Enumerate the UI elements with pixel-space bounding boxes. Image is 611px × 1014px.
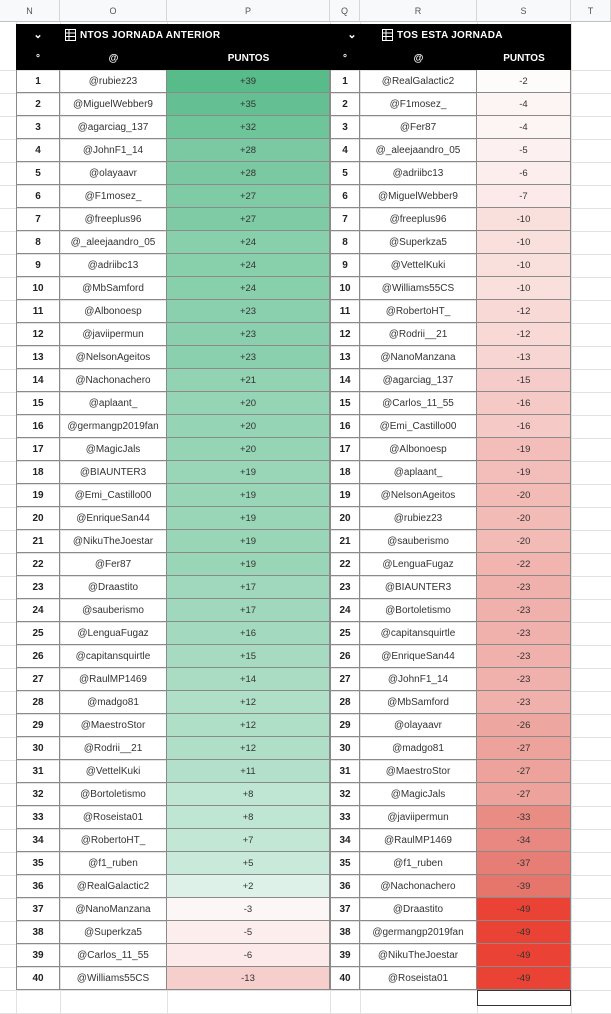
right-user-cell[interactable]: @NikuTheJoestar — [360, 944, 477, 967]
left-user-cell[interactable]: @EnriqueSan44 — [60, 507, 167, 530]
left-user-cell[interactable]: @Draastito — [60, 576, 167, 599]
col-header-n[interactable]: N — [0, 0, 60, 22]
right-rank-cell: 28 — [330, 691, 360, 714]
left-user-cell[interactable]: @agarciag_137 — [60, 116, 167, 139]
left-rank-cell: 18 — [16, 461, 60, 484]
left-user-cell[interactable]: @madgo81 — [60, 691, 167, 714]
sheet-grid-icon — [65, 29, 76, 41]
right-user-cell[interactable]: @RealGalactic2 — [360, 70, 477, 93]
right-head-points: PUNTOS — [477, 47, 571, 70]
left-rank-cell: 13 — [16, 346, 60, 369]
left-user-cell[interactable]: @JohnF1_14 — [60, 139, 167, 162]
right-points-cell: -10 — [477, 208, 571, 231]
left-points-cell: +32 — [167, 116, 330, 139]
left-user-cell[interactable]: @aplaant_ — [60, 392, 167, 415]
left-user-cell[interactable]: @MaestroStor — [60, 714, 167, 737]
right-user-cell[interactable]: @Fer87 — [360, 116, 477, 139]
right-points-cell: -20 — [477, 507, 571, 530]
right-points-cell: -22 — [477, 553, 571, 576]
right-rank-cell: 5 — [330, 162, 360, 185]
right-points-cell: -5 — [477, 139, 571, 162]
left-head-num: ° — [16, 47, 60, 70]
left-rank-cell: 17 — [16, 438, 60, 461]
left-points-cell: +24 — [167, 277, 330, 300]
right-head-num: ° — [330, 47, 360, 70]
left-points-cell: +27 — [167, 185, 330, 208]
left-rank-cell: 4 — [16, 139, 60, 162]
left-rank-cell: 38 — [16, 921, 60, 944]
left-points-cell: +19 — [167, 484, 330, 507]
right-user-cell[interactable]: @Rodrii__21 — [360, 323, 477, 346]
right-points-cell: -27 — [477, 783, 571, 806]
left-rank-cell: 6 — [16, 185, 60, 208]
right-rank-cell: 34 — [330, 829, 360, 852]
left-rank-cell: 40 — [16, 967, 60, 990]
chevron-down-icon: ⌄ — [347, 29, 357, 41]
right-user-cell[interactable]: @germangp2019fan — [360, 921, 477, 944]
col-header-s[interactable]: S — [477, 0, 571, 22]
right-points-cell: -33 — [477, 806, 571, 829]
right-points-cell: -23 — [477, 622, 571, 645]
right-user-cell[interactable]: @olayaavr — [360, 714, 477, 737]
right-rank-cell: 12 — [330, 323, 360, 346]
left-points-cell: +19 — [167, 553, 330, 576]
right-points-cell: -27 — [477, 737, 571, 760]
left-user-cell[interactable]: @_aleejaandro_05 — [60, 231, 167, 254]
left-points-cell: +20 — [167, 438, 330, 461]
right-rank-cell: 6 — [330, 185, 360, 208]
left-rank-cell: 33 — [16, 806, 60, 829]
right-user-cell[interactable]: @f1_ruben — [360, 852, 477, 875]
right-points-cell: -23 — [477, 668, 571, 691]
right-user-cell[interactable]: @RobertoHT_ — [360, 300, 477, 323]
right-points-cell: -49 — [477, 967, 571, 990]
right-rank-cell: 16 — [330, 415, 360, 438]
right-points-cell: -2 — [477, 70, 571, 93]
sheet-grid-icon — [382, 29, 393, 41]
right-user-cell[interactable]: @Bortoletismo — [360, 599, 477, 622]
left-rank-cell: 35 — [16, 852, 60, 875]
left-rank-cell: 2 — [16, 93, 60, 116]
left-user-cell[interactable]: @javiipermun — [60, 323, 167, 346]
left-user-cell[interactable]: @rubiez23 — [60, 70, 167, 93]
right-rank-cell: 26 — [330, 645, 360, 668]
left-points-cell: +20 — [167, 415, 330, 438]
left-points-cell: +17 — [167, 599, 330, 622]
right-user-cell[interactable]: @Williams55CS — [360, 277, 477, 300]
right-points-cell: -34 — [477, 829, 571, 852]
left-rank-cell: 20 — [16, 507, 60, 530]
left-rank-cell: 22 — [16, 553, 60, 576]
right-user-cell[interactable]: @NelsonAgeitos — [360, 484, 477, 507]
right-rank-cell: 22 — [330, 553, 360, 576]
left-points-cell: +19 — [167, 530, 330, 553]
left-user-cell[interactable]: @RaulMP1469 — [60, 668, 167, 691]
left-rank-cell: 29 — [16, 714, 60, 737]
left-user-cell[interactable]: @Bortoletismo — [60, 783, 167, 806]
left-user-cell[interactable]: @F1mosez_ — [60, 185, 167, 208]
right-user-cell[interactable]: @BIAUNTER3 — [360, 576, 477, 599]
right-rank-cell: 35 — [330, 852, 360, 875]
left-points-cell: +12 — [167, 691, 330, 714]
col-header-p[interactable]: P — [167, 0, 330, 22]
left-rank-cell: 12 — [16, 323, 60, 346]
right-rank-cell: 20 — [330, 507, 360, 530]
left-rank-cell: 15 — [16, 392, 60, 415]
right-rank-cell: 4 — [330, 139, 360, 162]
left-points-cell: +23 — [167, 346, 330, 369]
left-user-cell[interactable]: @Albonoesp — [60, 300, 167, 323]
grid-line — [571, 22, 572, 1013]
right-rank-cell: 13 — [330, 346, 360, 369]
left-user-cell[interactable]: @sauberismo — [60, 599, 167, 622]
left-points-cell: +27 — [167, 208, 330, 231]
col-header-o[interactable]: O — [60, 0, 167, 22]
left-user-cell[interactable]: @f1_ruben — [60, 852, 167, 875]
right-points-cell: -49 — [477, 944, 571, 967]
left-user-cell[interactable]: @VettelKuki — [60, 760, 167, 783]
right-points-cell: -6 — [477, 162, 571, 185]
right-user-cell[interactable]: @aplaant_ — [360, 461, 477, 484]
left-rank-cell: 30 — [16, 737, 60, 760]
left-points-cell: +5 — [167, 852, 330, 875]
right-user-cell[interactable]: @Emi_Castillo00 — [360, 415, 477, 438]
left-rank-cell: 11 — [16, 300, 60, 323]
left-points-cell: +12 — [167, 737, 330, 760]
left-points-cell: +28 — [167, 139, 330, 162]
right-points-cell: -4 — [477, 116, 571, 139]
left-points-cell: +7 — [167, 829, 330, 852]
right-rank-cell: 18 — [330, 461, 360, 484]
left-user-cell[interactable]: @NikuTheJoestar — [60, 530, 167, 553]
left-user-cell[interactable]: @Williams55CS — [60, 967, 167, 990]
left-points-cell: +12 — [167, 714, 330, 737]
right-points-cell: -10 — [477, 231, 571, 254]
left-rank-cell: 14 — [16, 369, 60, 392]
left-points-cell: -5 — [167, 921, 330, 944]
right-points-cell: -37 — [477, 852, 571, 875]
right-points-cell: -23 — [477, 691, 571, 714]
right-rank-cell: 40 — [330, 967, 360, 990]
left-rank-cell: 8 — [16, 231, 60, 254]
left-points-cell: +19 — [167, 461, 330, 484]
left-user-cell[interactable]: @MbSamford — [60, 277, 167, 300]
right-rank-cell: 11 — [330, 300, 360, 323]
right-rank-cell: 14 — [330, 369, 360, 392]
right-rank-cell: 8 — [330, 231, 360, 254]
right-user-cell[interactable]: @MbSamford — [360, 691, 477, 714]
left-table-title: NTOS JORNADA ANTERIOR — [80, 30, 221, 41]
right-user-cell[interactable]: @MagicJals — [360, 783, 477, 806]
right-points-cell: -7 — [477, 185, 571, 208]
right-rank-cell: 36 — [330, 875, 360, 898]
left-points-cell: +19 — [167, 507, 330, 530]
left-points-cell: +8 — [167, 806, 330, 829]
right-rank-cell: 1 — [330, 70, 360, 93]
left-user-cell[interactable]: @MiguelWebber9 — [60, 93, 167, 116]
right-rank-cell: 21 — [330, 530, 360, 553]
left-head-points: PUNTOS — [167, 47, 330, 70]
left-user-cell[interactable]: @olayaavr — [60, 162, 167, 185]
right-table-title: TOS ESTA JORNADA — [397, 30, 503, 41]
left-points-cell: +15 — [167, 645, 330, 668]
left-rank-cell: 9 — [16, 254, 60, 277]
left-table-title-cell — [60, 24, 330, 47]
left-user-cell[interactable]: @capitansquirtle — [60, 645, 167, 668]
left-user-cell[interactable]: @LenguaFugaz — [60, 622, 167, 645]
left-user-cell[interactable]: @NelsonAgeitos — [60, 346, 167, 369]
right-rank-cell: 9 — [330, 254, 360, 277]
left-user-cell[interactable]: @Fer87 — [60, 553, 167, 576]
left-points-cell: +17 — [167, 576, 330, 599]
left-user-cell[interactable]: @Superkza5 — [60, 921, 167, 944]
right-user-cell[interactable]: @Roseista01 — [360, 967, 477, 990]
right-user-cell[interactable]: @MaestroStor — [360, 760, 477, 783]
left-user-cell[interactable]: @MagicJals — [60, 438, 167, 461]
right-table-title-cell — [374, 24, 571, 47]
right-points-cell: -20 — [477, 530, 571, 553]
right-user-cell[interactable]: @adriibc13 — [360, 162, 477, 185]
right-rank-cell: 33 — [330, 806, 360, 829]
right-user-cell[interactable]: @JohnF1_14 — [360, 668, 477, 691]
right-points-cell: -4 — [477, 93, 571, 116]
left-rank-cell: 1 — [16, 70, 60, 93]
right-points-cell: -13 — [477, 346, 571, 369]
right-rank-cell: 39 — [330, 944, 360, 967]
left-rank-cell: 23 — [16, 576, 60, 599]
right-rank-cell: 27 — [330, 668, 360, 691]
left-points-cell: +8 — [167, 783, 330, 806]
right-user-cell[interactable]: @capitansquirtle — [360, 622, 477, 645]
right-points-cell: -15 — [477, 369, 571, 392]
col-header-t[interactable]: T — [571, 0, 611, 22]
right-points-cell: -19 — [477, 461, 571, 484]
right-points-cell: -23 — [477, 599, 571, 622]
left-points-cell: +11 — [167, 760, 330, 783]
right-filter-button[interactable] — [330, 24, 374, 47]
left-user-cell[interactable]: @NanoManzana — [60, 898, 167, 921]
left-rank-cell: 10 — [16, 277, 60, 300]
left-rank-cell: 39 — [16, 944, 60, 967]
left-user-cell[interactable]: @adriibc13 — [60, 254, 167, 277]
right-points-cell: -10 — [477, 254, 571, 277]
right-rank-cell: 32 — [330, 783, 360, 806]
left-user-cell[interactable]: @Emi_Castillo00 — [60, 484, 167, 507]
right-points-cell: -19 — [477, 438, 571, 461]
right-user-cell[interactable]: @Carlos_11_55 — [360, 392, 477, 415]
left-points-cell: +35 — [167, 93, 330, 116]
right-user-cell[interactable]: @Albonoesp — [360, 438, 477, 461]
left-user-cell[interactable]: @RobertoHT_ — [60, 829, 167, 852]
left-points-cell: +20 — [167, 392, 330, 415]
left-points-cell: -3 — [167, 898, 330, 921]
right-user-cell[interactable]: @Superkza5 — [360, 231, 477, 254]
left-filter-button[interactable] — [16, 24, 60, 47]
right-rank-cell: 23 — [330, 576, 360, 599]
right-user-cell[interactable]: @sauberismo — [360, 530, 477, 553]
right-head-user: @ — [360, 47, 477, 70]
right-points-cell: -12 — [477, 300, 571, 323]
col-header-r[interactable]: R — [360, 0, 477, 22]
right-points-cell: -26 — [477, 714, 571, 737]
right-points-cell: -49 — [477, 898, 571, 921]
right-rank-cell: 29 — [330, 714, 360, 737]
right-rank-cell: 31 — [330, 760, 360, 783]
col-header-q[interactable]: Q — [330, 0, 360, 22]
left-user-cell[interactable]: @Nachonachero — [60, 369, 167, 392]
right-points-cell: -16 — [477, 392, 571, 415]
left-rank-cell: 31 — [16, 760, 60, 783]
right-rank-cell: 3 — [330, 116, 360, 139]
right-user-cell[interactable]: @VettelKuki — [360, 254, 477, 277]
left-rank-cell: 24 — [16, 599, 60, 622]
right-rank-cell: 24 — [330, 599, 360, 622]
left-user-cell[interactable]: @freeplus96 — [60, 208, 167, 231]
left-points-cell: +24 — [167, 231, 330, 254]
right-rank-cell: 19 — [330, 484, 360, 507]
left-user-cell[interactable]: @Carlos_11_55 — [60, 944, 167, 967]
right-user-cell[interactable]: @EnriqueSan44 — [360, 645, 477, 668]
left-points-cell: +2 — [167, 875, 330, 898]
left-rank-cell: 36 — [16, 875, 60, 898]
right-rank-cell: 25 — [330, 622, 360, 645]
left-user-cell[interactable]: @Roseista01 — [60, 806, 167, 829]
right-user-cell[interactable]: @javiipermun — [360, 806, 477, 829]
left-rank-cell: 26 — [16, 645, 60, 668]
right-user-cell[interactable]: @_aleejaandro_05 — [360, 139, 477, 162]
right-user-cell[interactable]: @NanoManzana — [360, 346, 477, 369]
right-rank-cell: 10 — [330, 277, 360, 300]
left-rank-cell: 25 — [16, 622, 60, 645]
right-points-cell: -23 — [477, 576, 571, 599]
left-points-cell: +16 — [167, 622, 330, 645]
right-points-cell: -16 — [477, 415, 571, 438]
right-points-cell: -10 — [477, 277, 571, 300]
left-points-cell: +24 — [167, 254, 330, 277]
right-points-cell: -23 — [477, 645, 571, 668]
left-points-cell: +28 — [167, 162, 330, 185]
right-rank-cell: 2 — [330, 93, 360, 116]
left-points-cell: +39 — [167, 70, 330, 93]
right-user-cell[interactable]: @madgo81 — [360, 737, 477, 760]
left-rank-cell: 16 — [16, 415, 60, 438]
right-user-cell[interactable]: @Nachonachero — [360, 875, 477, 898]
right-user-cell[interactable]: @MiguelWebber9 — [360, 185, 477, 208]
left-rank-cell: 7 — [16, 208, 60, 231]
left-points-cell: +14 — [167, 668, 330, 691]
right-points-cell: -27 — [477, 760, 571, 783]
left-rank-cell: 21 — [16, 530, 60, 553]
right-user-cell[interactable]: @agarciag_137 — [360, 369, 477, 392]
right-rank-cell: 15 — [330, 392, 360, 415]
left-points-cell: -13 — [167, 967, 330, 990]
left-user-cell[interactable]: @germangp2019fan — [60, 415, 167, 438]
right-user-cell[interactable]: @LenguaFugaz — [360, 553, 477, 576]
right-points-cell: -49 — [477, 921, 571, 944]
right-user-cell[interactable]: @F1mosez_ — [360, 93, 477, 116]
left-rank-cell: 37 — [16, 898, 60, 921]
left-points-cell: +23 — [167, 300, 330, 323]
left-head-user: @ — [60, 47, 167, 70]
empty-cell-s42[interactable] — [477, 990, 571, 1006]
right-points-cell: -12 — [477, 323, 571, 346]
left-points-cell: -6 — [167, 944, 330, 967]
left-user-cell[interactable]: @Rodrii__21 — [60, 737, 167, 760]
right-rank-cell: 17 — [330, 438, 360, 461]
left-rank-cell: 27 — [16, 668, 60, 691]
left-rank-cell: 5 — [16, 162, 60, 185]
right-rank-cell: 37 — [330, 898, 360, 921]
left-rank-cell: 3 — [16, 116, 60, 139]
left-rank-cell: 34 — [16, 829, 60, 852]
left-user-cell[interactable]: @BIAUNTER3 — [60, 461, 167, 484]
left-points-cell: +23 — [167, 323, 330, 346]
right-rank-cell: 30 — [330, 737, 360, 760]
left-user-cell[interactable]: @RealGalactic2 — [60, 875, 167, 898]
left-rank-cell: 28 — [16, 691, 60, 714]
chevron-down-icon: ⌄ — [33, 29, 43, 41]
right-user-cell[interactable]: @RaulMP1469 — [360, 829, 477, 852]
right-user-cell[interactable]: @Draastito — [360, 898, 477, 921]
right-rank-cell: 38 — [330, 921, 360, 944]
right-user-cell[interactable]: @rubiez23 — [360, 507, 477, 530]
right-user-cell[interactable]: @freeplus96 — [360, 208, 477, 231]
left-rank-cell: 32 — [16, 783, 60, 806]
left-points-cell: +21 — [167, 369, 330, 392]
right-points-cell: -20 — [477, 484, 571, 507]
right-points-cell: -39 — [477, 875, 571, 898]
left-rank-cell: 19 — [16, 484, 60, 507]
right-rank-cell: 7 — [330, 208, 360, 231]
